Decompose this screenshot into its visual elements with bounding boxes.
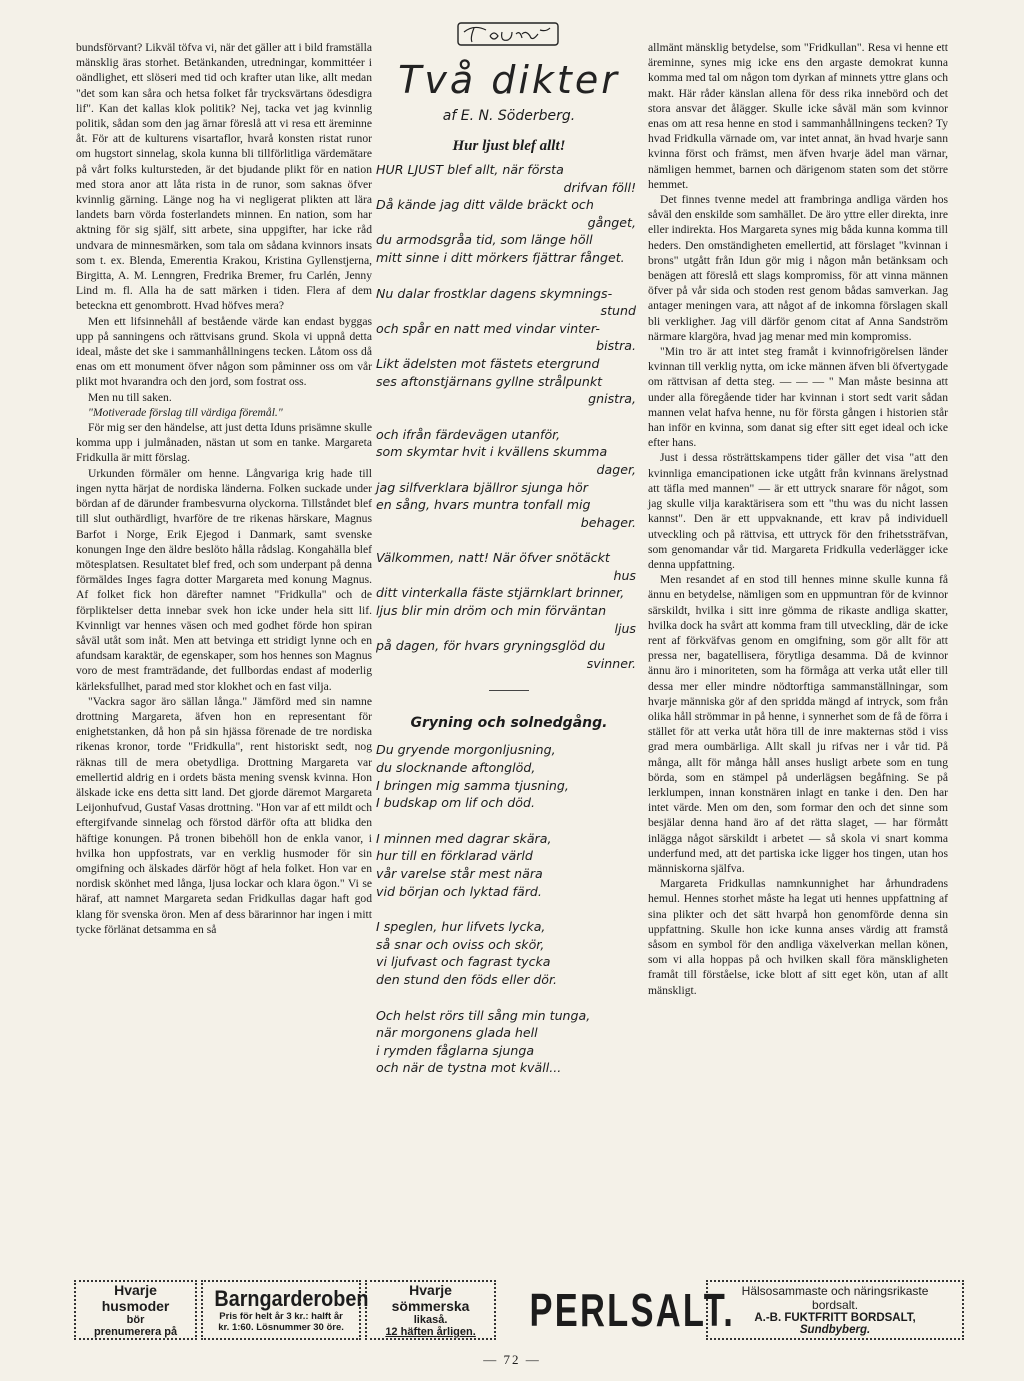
poem-line: svinner.: [586, 655, 636, 671]
poem-stanza: [376, 918, 644, 988]
poem-line: gånget,: [587, 214, 636, 230]
poem-line: hus: [613, 567, 636, 583]
poem-line: stund: [600, 303, 636, 319]
poem-line: på dagen, för hvars gryningsglöd du: [376, 638, 606, 654]
poem-line: du slocknande aftonglöd,: [376, 760, 536, 776]
ad-sommerska: [365, 1280, 496, 1340]
poem-line: och när de tystna mot kväll...: [376, 1060, 562, 1076]
poem-title: Gryning och solnedgång.: [410, 715, 608, 732]
poem-line: I minnen med dagrar skära,: [376, 830, 552, 846]
ad-headline: Barngarderoben: [214, 1286, 369, 1311]
poem-line: Då kände jag ditt välde bräckt och: [376, 197, 594, 213]
page-number: — 72 —: [483, 1352, 541, 1367]
left-paragraph: Urkunden förmäler om henne. Långvariga krig hade till ingen nytta härjat de nordiska länderna. Folken suckade under bördan af de därunder frambesvurna olyckorna. Tillståndet blef till slut outhärdligt, hvarföre de tre rikenas härskare, Magnus Barfot i Norge, Erik Ejegod i Danmark, samt svenske konungen Inge den äldre beslöto hålla rådslag. Kongahälla blef mötesplatsen. Resultatet blef fred, och som underpant på denna förmäldes Inges fagra dotter Margareta med konung Magnus. Af folket fick hon därefter namnet "Fridkulla" och de förpliktelser detta innebar svek hon icke under hela sitt lif. Kvinnligt var hennes väsen och med godhet förde hon spiran såväl utåt som inåt. Men att betvinga ett stridigt lynne och en afundsam karaktär, de egenskaper, som hos hennes son Magnus voro de mest framträdande, det fullbordas endast af moderlig kärleksfullhet, parad med stor klokhet och en fast vilja.: [76, 466, 372, 693]
ad-husmoder: [74, 1280, 197, 1340]
poem-line: Välkommen, natt! När öfver snötäckt: [376, 550, 610, 566]
poem-line: dager,: [596, 461, 636, 477]
left-paragraph: För mig ser den händelse, att just detta Iduns prisämne skulle komma upp i julmånaden, nästan ut som en tanke. Margareta Fridkulla är mitt förslag.: [76, 421, 372, 465]
poem-line: vid början och lyktad färd.: [376, 883, 542, 899]
poem-line: Du gryende morgonljusning,: [376, 742, 556, 758]
poem-line: ljus blir min dröm och min förväntan: [376, 603, 607, 619]
ad-text: bordsalt.: [812, 1298, 859, 1312]
poem-line: och spår en natt med vindar vinter-: [376, 320, 600, 336]
poem-line: bistra.: [596, 338, 636, 354]
poem-line: drifvan föll!: [563, 179, 636, 195]
poem-line: Nu dalar frostklar dagens skymnings-: [376, 285, 613, 301]
ad-headline: PERLSALT.: [529, 1284, 736, 1336]
ad-text: kr. 1:60. Lösnummer 30 öre.: [218, 1322, 344, 1333]
poem-line: HUR LJUST blef allt, när första: [376, 162, 564, 177]
poem-line: jag silfverklara bjällror sjunga hör: [376, 479, 588, 495]
poem-line: Och helst rörs till sång min tunga,: [376, 1007, 591, 1023]
left-paragraph: "Motiverade förslag till värdiga föremål.": [88, 405, 283, 419]
poem-line: Likt ädelsten mot fästets etergrund: [376, 355, 600, 371]
ad-text: Hälsosammaste och näringsrikaste: [741, 1284, 929, 1298]
ad-bordsalt: [706, 1280, 964, 1340]
ad-text: Pris för helt år 3 kr.: halft år: [219, 1311, 343, 1322]
ad-text: likaså.: [413, 1314, 448, 1326]
ad-text: bör: [126, 1314, 145, 1326]
right-paragraph: Men resandet af en stod till hennes minne skulle kunna få ännu en betydelse, nämligen som en uppmuntran för de kvinnor särskildt, hvilka i sitt inre gömma de rikaste andliga skatter, hvilka dock ha svårt att komma fram till utveckling, där de icke rent af förkväfvas genom en omgifning, som gör allt för att pressa ner, bagatellisera, förytliga desamma. Då de kvinnor ännu äro i minoriteten, som ha förmåga att verka utåt eller till dessa mer eller mindre nödtorftiga sammanställningar, som hvarje människa gör af den spridda mängd af intryck, som från olika håll strömmar in på henne, i synnerhet som de få de förra i stället för att verka utåt höra till de inre makternas stöd i viss grad mera oumbärliga. Allt skall ju rifvas ner i vår tid. På många, allt för många håll anses husligt arbete som en tung börda, som en stämpel på underlägsen begåfning. Se på lerklumpen, innan konstnären inlagt en tanke i den. Den har intet värde. Men om den, som formar den och det sinne som besjälar denna hand äro af det rätta slaget, — har förmått inlägga något särskildt i arbetet — så skola vi snart komma underfund med, att det partiska icke ligger hos tingen, utan hos människorna själfva.: [648, 573, 948, 875]
ad-text: Hvarje sömmerska: [391, 1282, 470, 1314]
poem-stanza: [376, 830, 644, 900]
logo-text: Idun: [498, 30, 520, 42]
ad-text: Sundbyberg.: [799, 1324, 871, 1336]
poem-line: den stund den föds eller dör.: [376, 971, 558, 987]
poem-line: I bringen mig samma tjusning,: [376, 777, 569, 793]
poem-title: Hur ljust blef allt!: [452, 138, 566, 154]
poem-stanza: [376, 1007, 644, 1077]
poem-stanza: [376, 741, 644, 811]
poem-line: ses aftonstjärnans gyllne strålpunkt: [376, 373, 603, 389]
ad-text: A.-B. FUKTFRITT BORDSALT,: [754, 1312, 916, 1324]
poem-stanza: [376, 549, 644, 672]
article-title: Två dikter: [398, 58, 620, 102]
left-paragraph: "Vackra sagor äro sällan långa." Jämförd med sin namne drottning Margareta, äfven hon en representant för enighetstanken, då hon på sin hjässa förenade de tre nordiska rikenas kronor, torde "Fridkulla", rent historiskt sedt, nog räknas till de mera obetydliga. Drottning Margareta var emellertid aldrig en i ordets bästa mening svensk kvinna. Hon älskade icke ens detta sitt land. Det gjorde däremot Margareta Leijonhufvud, Gustaf Vasas drottning. "Hon var af ett mildt och eftergifvande sinnelag och förstod därför ofta att blidka den häftige konungen. På tronen bibehöll hon de enkla vanor, i hvilka hon uppfostrats, var en verklig husmoder för sin omgifning och älskades därför högt af hela folket. Hon var en nordisk skönhet med långa, ljusa lockar och klara ögon." Vi se häraf, att namnet Margareta sedan Fridkullas dagar haft god klang för svenska öron. Men af dess bärarinnor har ingen i mitt tycke förlänat detsamma en så: [76, 694, 372, 936]
poem-line: i rymden fåglarna sjunga: [376, 1042, 535, 1058]
left-column: [76, 40, 372, 937]
middle-column: [374, 20, 644, 1095]
right-paragraph: Margareta Fridkullas namnkunnighet har århundradens hemul. Hennes storhet måste ha legat uti hennes uppfattning af sina plikter och det sätt hvarpå hon genomförde denna sin uppfattning. Skulle hon icke kunna anses värdig att framstå såsom en symbol för den andliga växelverkan mellan könen, som vi alla hoppas på och hvilken skall föra mänskligheten framåt till förståelse, icke blott af sitt eget kön, utan af allt mänskligt.: [648, 877, 948, 997]
ad-text: 12 häften årligen.: [385, 1326, 476, 1338]
left-paragraph: Men ett lifsinnehåll af bestående värde kan endast byggas upp på sanningens och rättvisans grund. Skola vi uppnå detta ideal, måste det ske i sammanhållningens tecken. Låtom oss då enas om ett monument öfver någon som påminner oss om vår plikt mot hvarandra och den jord, som fostrat oss.: [76, 314, 372, 389]
poem-line: I budskap om lif och död.: [376, 795, 535, 811]
left-paragraph: bundsförvant? Likväl töfva vi, när det gäller att i bild framställa mänsklig äras storhet. Betänkanden, utredningar, kommittéer i oändlighet, ett slöseri med tid och krafter utan like, allt medan "det som kan såra och hetsa folket får trycksvärtans ödesdigra lif". Kan det kallas klok politik? Nej, tacka vet jag kvinnlig politik, sådan som den jag ärnar föreslå att vi resa ett äreminne åt. För att de kulturens visartaflor, hvarå konsten ristat runor om hugstort sinnelag, skola kunna bli tillförlitliga värdemätare på vårt folks kultursteden, är det bjudande plikt för en nation med stora anor att låta rista in de runor, som saknas öfver kvinnlig gärning. Länge nog ha vi negligerat plikten att lära landets barn vörda fosterlandets minnen. En nation, som har aktning för sig själf, sitt arbete, sina uppgifter, har icke råd undvara de minnesmärken, som tala om sådana kvinnors insats som t. ex. Blenda, Emerentia Krakou, Kristina Gyllenstjerna, Birgitta, A. M. Lenngren, Fredrika Bremer, fru Carlén, Jenny Lind m. fl. Alla ha de satt märken i tiden. Flera af dem beteckna ett genombrott. Hvad höfves mera?: [76, 41, 372, 313]
left-paragraph: Men nu till saken.: [88, 390, 172, 404]
poem-line: I speglen, hur lifvets lycka,: [376, 919, 546, 935]
ad-barngarderoben: [201, 1280, 369, 1340]
ad-perlsalt: [502, 1280, 736, 1340]
poem-line: vår varelse står mest nära: [376, 866, 543, 881]
right-paragraph: "Min tro är att intet steg framåt i kvinnofrigörelsen länder kvinnan till verklig nytta, om icke männen äfven bli öfvertygade om rättvisan af detta steg. — — — " Man måste besinna att under alla föregående tider har kvinnan i stort sedt varit sådan mannen velat hafva henne, nu för första gången i historien står han inför en kvinna, som danat sig efter sitt eget ideal och icke efter hans.: [648, 345, 948, 450]
poem-1: [374, 161, 644, 672]
poem-line: en sång, hvars muntra tonfall mig: [376, 497, 591, 513]
right-paragraph: Just i dessa rösträttskampens tider gäller det visa "att den kvinnliga emancipationen icke utgått från kvinnans ärelystnad att täfla med mannen" — är ett uttryck snarare för något, som jag skulle vilja karaktärisera som ett "thu was du nicht lassen kannst". Den är ett uppvaknande, ett krav på individuell utveckling och på rättvisa, ett uttryck för den frihetssträfvan, som genomandar vår tid. Margareta Fridkulla vederlägger icke denna uppfattning.: [648, 451, 948, 571]
poem-stanza: [376, 285, 644, 408]
idun-logo-icon: [456, 20, 562, 48]
poem-line: mitt sinne i ditt mörkers fjättrar fånget.: [376, 249, 625, 265]
ad-text: prenumerera på: [93, 1326, 178, 1338]
poem-line: ljus: [614, 620, 636, 636]
poem-stanza: [376, 426, 644, 532]
poem-divider: [489, 690, 529, 691]
poem-line: som skymtar hvit i kvällens skumma: [376, 444, 608, 460]
right-paragraph: Det finnes tvenne medel att frambringa andliga värden hos såväl den enskilde som samhället. De äro yttre eller direkta, inre eller indirekta. Hos Margareta synes mig båda kunna komma till heders. Den omständigheten emellertid, att förslaget "kvinnan i brons" utgått från Idun gör mig i någon mån betänksam och benägen att föreslå ett slags kompromiss, för att vinna männen öfver på vår sida och stoden rest genom bådas samverkan. Jag antager meningen vara, att något af de inkomna förslagen skall bli verkligheт. Jag vill därför genom citat af Anna Sandström närmare klargöra, hvad jag menar med min kompromiss.: [648, 193, 948, 343]
poem-2: [374, 741, 644, 1077]
poem-line: behager.: [580, 514, 636, 530]
poem-line: och ifrån färdevägen utanför,: [376, 426, 561, 442]
poem-line: vi ljufvast och fagrast tycka: [376, 954, 551, 970]
poem-line: hur till en förklarad värld: [376, 848, 533, 864]
article-byline: af E. N. Söderberg.: [442, 108, 576, 124]
poem-line: du armodsgråa tid, som länge höll: [376, 232, 593, 248]
poem-line: så snar och oviss och skör,: [376, 936, 545, 952]
poem-line: när morgonens glada hell: [376, 1025, 538, 1041]
ad-text: Hvarje husmoder: [101, 1282, 170, 1314]
right-column: [648, 40, 948, 998]
right-paragraph: allmänt mänsklig betydelse, som "Fridkullan". Resa vi henne ett äreminne, synes mig icke ens den argaste demokrat kunna komma med tal om någon tom dyrkan af minnets yttre glans och makt. Här råder känslan allena för dess rika innebörd och det stora ansvar det ålägger. Skulle icke såväl män som kvinnor enas om att resa henne en stod i sammanhållningens tecken? Ty hvad Fridkulla värnade om, var intet annat, än hvad hvarje sann kvinna först och främst, men äfven hvarje ädel man värnar, nämligen hemmet, barnen och därigenom staten som det större hemmet.: [648, 41, 948, 191]
poem-line: ditt vinterkalla fäste stjärnklart brinner,: [376, 585, 625, 601]
poem-stanza: [376, 161, 644, 267]
poem-line: gnistra,: [588, 391, 636, 407]
advertisement-strip: [74, 1280, 964, 1340]
